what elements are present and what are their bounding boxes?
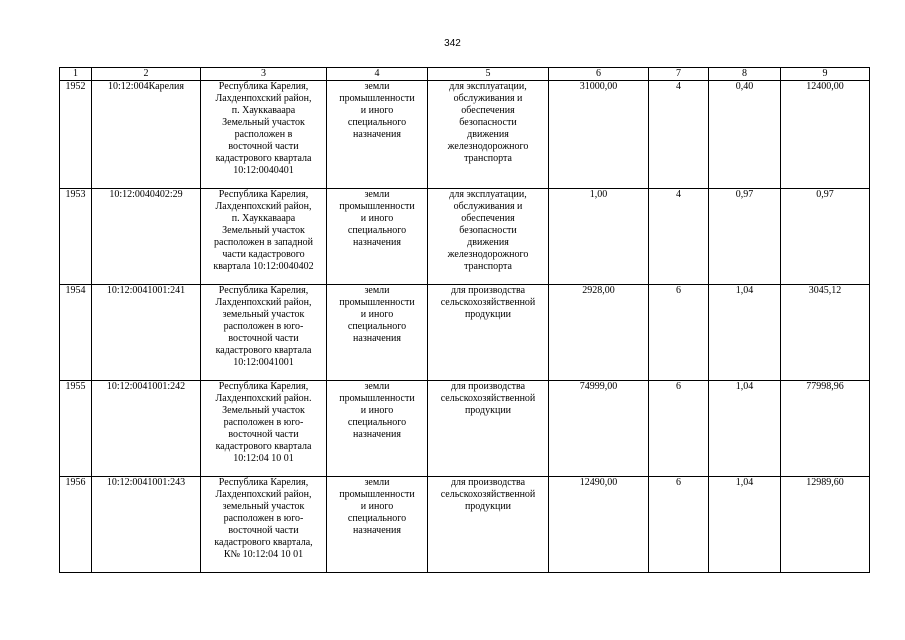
land-category: земли промышленности и иного специального назначения [327, 381, 428, 477]
table-row [60, 477, 870, 573]
land-category: земли промышленности и иного специального назначения [327, 285, 428, 381]
location-description: Республика Карелия, Лахденпохский район, земельный участок расположен в юго- восточной части кадастрового квартала, К№ 10:12:04 10 01 [201, 477, 327, 573]
cadastral-number: 10:12:0040402:29 [92, 189, 201, 285]
table-row [60, 189, 870, 285]
location-description: Республика Карелия, Лахденпохский район. Земельный участок расположен в юго- восточной части кадастрового квартала 10:12:04 10 01 [201, 381, 327, 477]
row-number: 1954 [60, 285, 92, 381]
area-value: 2928,00 [549, 285, 649, 381]
row-number: 1953 [60, 189, 92, 285]
column-8-value: 0,40 [709, 81, 781, 189]
column-9-value: 12400,00 [781, 81, 870, 189]
permitted-use: для производства сельскохозяйственной продукции [428, 285, 549, 381]
column-9-value: 77998,96 [781, 381, 870, 477]
column-7-value: 6 [649, 477, 709, 573]
permitted-use: для эксплуатации, обслуживания и обеспечения безопасности движения железнодорожного транспорта [428, 189, 549, 285]
location-description: Республика Карелия, Лахденпохский район, п. Хауккаваара Земельный участок расположен в западной части кадастрового квартала 10:12:0040402 [201, 189, 327, 285]
column-header: 5 [428, 68, 549, 81]
land-category: земли промышленности и иного специального назначения [327, 189, 428, 285]
column-header: 1 [60, 68, 92, 81]
column-header: 4 [327, 68, 428, 81]
column-header: 8 [709, 68, 781, 81]
area-value: 74999,00 [549, 381, 649, 477]
column-8-value: 1,04 [709, 477, 781, 573]
column-9-value: 0,97 [781, 189, 870, 285]
location-description: Республика Карелия, Лахденпохский район, п. Хауккаваара Земельный участок расположен в восточной части кадастрового квартала 10:12:0040401 [201, 81, 327, 189]
column-9-value: 12989,60 [781, 477, 870, 573]
cadastral-number: 10:12:004Карелия [92, 81, 201, 189]
page-number: 342 [444, 38, 461, 49]
cadastral-number: 10:12:0041001:243 [92, 477, 201, 573]
table-row [60, 381, 870, 477]
permitted-use: для эксплуатации, обслуживания и обеспечения безопасности движения железнодорожного транспорта [428, 81, 549, 189]
area-value: 12490,00 [549, 477, 649, 573]
cadastral-number: 10:12:0041001:242 [92, 381, 201, 477]
land-category: земли промышленности и иного специального назначения [327, 477, 428, 573]
column-header: 7 [649, 68, 709, 81]
cadastral-number: 10:12:0041001:241 [92, 285, 201, 381]
area-value: 31000,00 [549, 81, 649, 189]
cadastre-table [59, 67, 870, 573]
column-header: 9 [781, 68, 870, 81]
table-row [60, 285, 870, 381]
column-7-value: 4 [649, 81, 709, 189]
row-number: 1955 [60, 381, 92, 477]
column-8-value: 1,04 [709, 285, 781, 381]
column-8-value: 1,04 [709, 381, 781, 477]
column-8-value: 0,97 [709, 189, 781, 285]
column-9-value: 3045,12 [781, 285, 870, 381]
row-number: 1956 [60, 477, 92, 573]
area-value: 1,00 [549, 189, 649, 285]
header-row [60, 68, 870, 81]
land-category: земли промышленности и иного специального назначения [327, 81, 428, 189]
column-header: 6 [549, 68, 649, 81]
column-7-value: 4 [649, 189, 709, 285]
row-number: 1952 [60, 81, 92, 189]
column-header: 2 [92, 68, 201, 81]
permitted-use: для производства сельскохозяйственной продукции [428, 381, 549, 477]
location-description: Республика Карелия, Лахденпохский район, земельный участок расположен в юго- восточной части кадастрового квартала 10:12:0041001 [201, 285, 327, 381]
column-7-value: 6 [649, 285, 709, 381]
table-row [60, 81, 870, 189]
column-7-value: 6 [649, 381, 709, 477]
column-header: 3 [201, 68, 327, 81]
permitted-use: для производства сельскохозяйственной продукции [428, 477, 549, 573]
